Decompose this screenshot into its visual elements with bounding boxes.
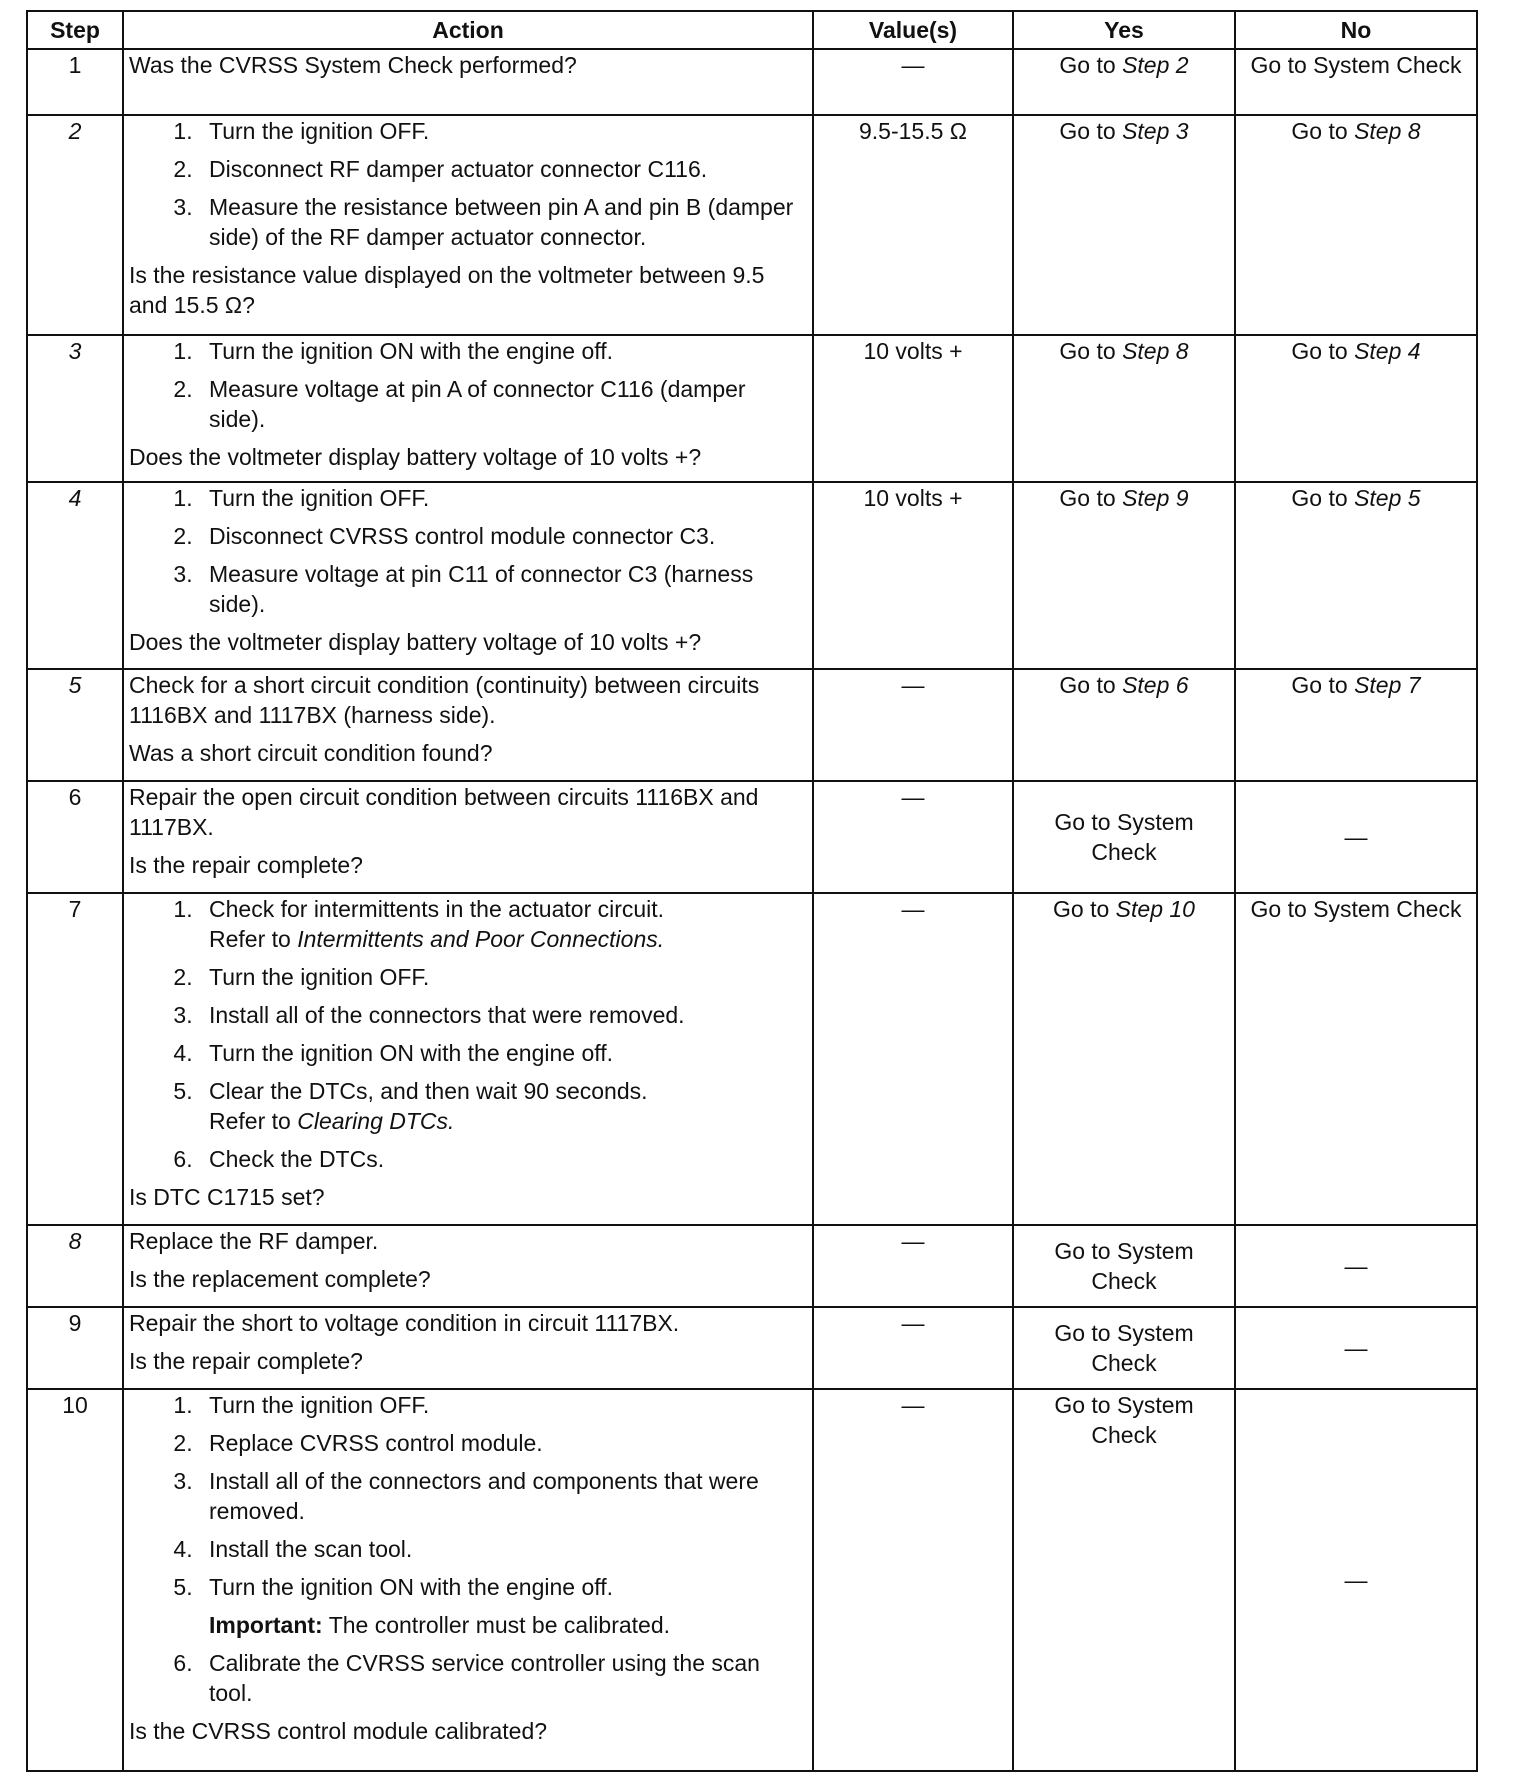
action-cell bbox=[123, 1225, 813, 1307]
no-cell: Go to System Check bbox=[1235, 49, 1477, 115]
value-cell: — bbox=[813, 49, 1013, 115]
action-steps bbox=[129, 116, 807, 252]
action-cell bbox=[123, 482, 813, 669]
yes-step-link: Step 10 bbox=[1115, 896, 1195, 922]
no-prefix: Go to bbox=[1291, 118, 1355, 144]
yes-cell bbox=[1013, 482, 1235, 669]
yes-prefix: Go to bbox=[1059, 672, 1123, 698]
value-cell: 10 volts + bbox=[813, 482, 1013, 669]
action-step: 3. Measure voltage at pin C11 of connector C3 (harness side). bbox=[199, 559, 807, 619]
no-cell bbox=[1235, 482, 1477, 669]
action-step: 4. Turn the ignition ON with the engine off. bbox=[199, 1038, 807, 1068]
no-step-link: Step 8 bbox=[1354, 118, 1421, 144]
yes-step-link: Step 2 bbox=[1122, 52, 1189, 78]
value-cell: — bbox=[813, 669, 1013, 781]
yes-cell bbox=[1013, 335, 1235, 482]
value-cell: — bbox=[813, 893, 1013, 1225]
no-step-link: Step 4 bbox=[1354, 338, 1421, 364]
action-question: Was a short circuit condition found? bbox=[129, 740, 493, 766]
step-number: 7 bbox=[27, 893, 123, 1225]
table-row-step-6 bbox=[27, 781, 1477, 893]
action-step: 3. Install all of the connectors and components that were removed. bbox=[199, 1466, 807, 1526]
step-number: 9 bbox=[27, 1307, 123, 1389]
action-step: 2. Turn the ignition OFF. bbox=[199, 962, 807, 992]
step-number: 3 bbox=[27, 335, 123, 482]
action-step: 4. Install the scan tool. bbox=[199, 1534, 807, 1564]
action-cell bbox=[123, 1389, 813, 1771]
action-step: 2. Disconnect CVRSS control module connector C3. bbox=[199, 521, 807, 551]
important-label: Important: bbox=[209, 1612, 323, 1638]
value-cell: — bbox=[813, 781, 1013, 893]
action-question: Is the replacement complete? bbox=[129, 1266, 431, 1292]
action-step-text: 1. Check for intermittents in the actuator circuit. bbox=[209, 896, 665, 922]
header-yes: Yes bbox=[1013, 11, 1235, 49]
yes-prefix: Go to bbox=[1059, 52, 1123, 78]
reference-link: Intermittents and Poor Connections. bbox=[297, 926, 665, 952]
action-steps bbox=[129, 894, 807, 1174]
reference-link: Clearing DTCs. bbox=[297, 1108, 455, 1134]
step-number: 4 bbox=[27, 482, 123, 669]
step-number: 6 bbox=[27, 781, 123, 893]
step-number: 5 bbox=[27, 669, 123, 781]
yes-prefix: Go to bbox=[1059, 338, 1123, 364]
yes-cell bbox=[1013, 49, 1235, 115]
table-row-step-8 bbox=[27, 1225, 1477, 1307]
no-cell: — bbox=[1235, 1389, 1477, 1771]
action-step: 1. Turn the ignition OFF. bbox=[199, 483, 807, 513]
action-steps bbox=[129, 483, 807, 619]
table-row-step-2 bbox=[27, 115, 1477, 335]
action-cell bbox=[123, 893, 813, 1225]
action-steps bbox=[129, 336, 807, 434]
header-no: No bbox=[1235, 11, 1477, 49]
action-step: 2. Disconnect RF damper actuator connector C116. bbox=[199, 154, 807, 184]
yes-step-link: Step 6 bbox=[1122, 672, 1189, 698]
important-note bbox=[129, 1610, 807, 1640]
no-cell bbox=[1235, 335, 1477, 482]
action-cell bbox=[123, 781, 813, 893]
action-step: 1. Turn the ignition OFF. bbox=[199, 1390, 807, 1420]
action-step: 1. Turn the ignition OFF. bbox=[199, 116, 807, 146]
action-cell bbox=[123, 1307, 813, 1389]
yes-cell: Go to System Check bbox=[1013, 1307, 1235, 1389]
table-row-step-9 bbox=[27, 1307, 1477, 1389]
table-row-step-1 bbox=[27, 49, 1477, 115]
action-question: Is the repair complete? bbox=[129, 852, 363, 878]
action-step: 3. Measure the resistance between pin A and pin B (damper side) of the RF damper actuator connector. bbox=[199, 192, 807, 252]
yes-step-link: Step 8 bbox=[1122, 338, 1189, 364]
yes-cell bbox=[1013, 115, 1235, 335]
action-text: Repair the short to voltage condition in circuit 1117BX. bbox=[129, 1310, 680, 1336]
important-text: The controller must be calibrated. bbox=[322, 1612, 671, 1638]
table-row-step-3 bbox=[27, 335, 1477, 482]
action-cell bbox=[123, 49, 813, 115]
table-row-step-4 bbox=[27, 482, 1477, 669]
yes-cell: Go to System Check bbox=[1013, 781, 1235, 893]
action-question: Does the voltmeter display battery voltage of 10 volts +? bbox=[129, 629, 702, 655]
action-text: Check for a short circuit condition (continuity) between circuits 1116BX and 1117BX (harness side). bbox=[129, 672, 760, 728]
action-step: 6. Check the DTCs. bbox=[199, 1144, 807, 1174]
value-cell: 10 volts + bbox=[813, 335, 1013, 482]
header-row bbox=[27, 11, 1477, 49]
step-number: 10 bbox=[27, 1389, 123, 1771]
action-step: 1. Turn the ignition ON with the engine off. bbox=[199, 336, 807, 366]
header-action: Action bbox=[123, 11, 813, 49]
action-step bbox=[199, 1076, 807, 1136]
action-steps bbox=[129, 1390, 807, 1602]
action-step: 3. Install all of the connectors that were removed. bbox=[199, 1000, 807, 1030]
no-cell: — bbox=[1235, 1307, 1477, 1389]
reference-prefix: Refer to bbox=[209, 926, 298, 952]
action-step: 2. Replace CVRSS control module. bbox=[199, 1428, 807, 1458]
yes-prefix: Go to bbox=[1059, 485, 1123, 511]
step-number: 1 bbox=[27, 49, 123, 115]
no-cell bbox=[1235, 669, 1477, 781]
action-question: Is the resistance value displayed on the voltmeter between 9.5 and 15.5 Ω? bbox=[129, 262, 765, 318]
no-prefix: Go to bbox=[1291, 672, 1355, 698]
action-step: 2. Measure voltage at pin A of connector C116 (damper side). bbox=[199, 374, 807, 434]
no-step-link: Step 5 bbox=[1354, 485, 1421, 511]
reference-prefix: Refer to bbox=[209, 1108, 298, 1134]
action-step-reference bbox=[209, 924, 807, 954]
action-cell bbox=[123, 335, 813, 482]
no-cell: — bbox=[1235, 781, 1477, 893]
step-number: 8 bbox=[27, 1225, 123, 1307]
yes-step-link: Step 9 bbox=[1122, 485, 1189, 511]
no-step-link: Step 7 bbox=[1354, 672, 1421, 698]
yes-cell: Go to System Check bbox=[1013, 1225, 1235, 1307]
action-question: Does the voltmeter display battery voltage of 10 volts +? bbox=[129, 444, 702, 470]
table-row-step-5 bbox=[27, 669, 1477, 781]
no-cell: — bbox=[1235, 1225, 1477, 1307]
yes-prefix: Go to bbox=[1053, 896, 1116, 922]
header-step: Step bbox=[27, 11, 123, 49]
yes-step-link: Step 3 bbox=[1122, 118, 1189, 144]
action-cell bbox=[123, 115, 813, 335]
action-step bbox=[199, 894, 807, 954]
action-step-text: 5. Clear the DTCs, and then wait 90 seconds. bbox=[209, 1078, 648, 1104]
step-number: 2 bbox=[27, 115, 123, 335]
yes-cell: Go to System Check bbox=[1013, 1389, 1235, 1771]
no-cell: Go to System Check bbox=[1235, 893, 1477, 1225]
action-steps-continued bbox=[129, 1648, 807, 1708]
no-prefix: Go to bbox=[1291, 338, 1355, 364]
value-cell: — bbox=[813, 1389, 1013, 1771]
action-question: Was the CVRSS System Check performed? bbox=[129, 52, 577, 78]
action-cell bbox=[123, 669, 813, 781]
action-question: Is the CVRSS control module calibrated? bbox=[129, 1718, 548, 1744]
action-text: Repair the open circuit condition between circuits 1116BX and 1117BX. bbox=[129, 784, 759, 840]
value-cell: 9.5-15.5 Ω bbox=[813, 115, 1013, 335]
header-values: Value(s) bbox=[813, 11, 1013, 49]
value-cell: — bbox=[813, 1225, 1013, 1307]
yes-prefix: Go to bbox=[1059, 118, 1123, 144]
table-row-step-10 bbox=[27, 1389, 1477, 1771]
action-question: Is the repair complete? bbox=[129, 1348, 363, 1374]
action-step: 6. Calibrate the CVRSS service controller using the scan tool. bbox=[199, 1648, 807, 1708]
yes-cell bbox=[1013, 893, 1235, 1225]
yes-cell bbox=[1013, 669, 1235, 781]
value-cell: — bbox=[813, 1307, 1013, 1389]
action-step-reference bbox=[209, 1106, 807, 1136]
no-prefix: Go to bbox=[1291, 485, 1355, 511]
action-question: Is DTC C1715 set? bbox=[129, 1184, 325, 1210]
diagnostic-table bbox=[26, 10, 1478, 1772]
action-step: 5. Turn the ignition ON with the engine off. bbox=[199, 1572, 807, 1602]
table-row-step-7 bbox=[27, 893, 1477, 1225]
no-cell bbox=[1235, 115, 1477, 335]
action-text: Replace the RF damper. bbox=[129, 1228, 379, 1254]
